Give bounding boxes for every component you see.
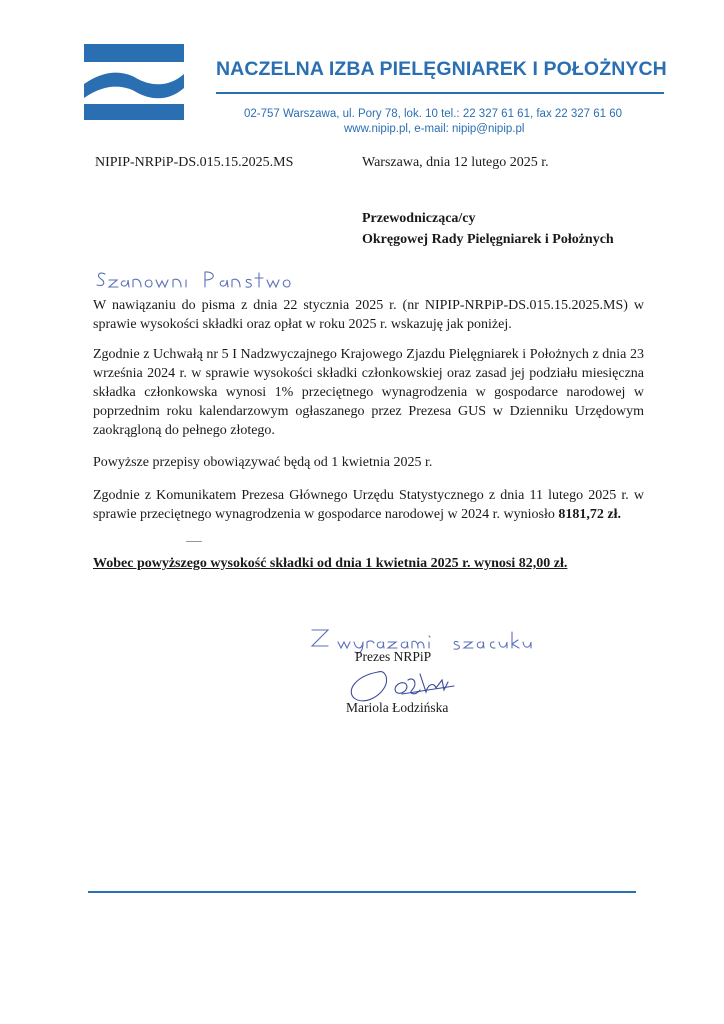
paragraph-2: Zgodnie z Uchwałą nr 5 I Nadzwyczajnego Krajowego Zjazdu Pielęgniarek i Położnych z dnia 23 września 2024 r. w sprawie wysokości składki członkowskiej oraz zasad jej podziału miesięczna składka członkowska wynosi 1% przeciętnego wynagrodzenia w gospodarce narodowej w poprzednim roku kalendarzowym ogłaszanego przez Prezesa GUS w Dzienniku Urzędowym zaokrągloną do pełnego złotego. <box>93 347 644 438</box>
signatory-name: Mariola Łodzińska <box>346 700 449 715</box>
recipient-line-1: Przewodnicząca/cy <box>362 211 476 226</box>
paragraph-4 <box>93 486 644 524</box>
pen-mark <box>186 541 202 542</box>
paragraph-3: Powyższe przepisy obowiązywać będą od 1 kwietnia 2025 r. <box>93 455 433 470</box>
letter-date: Warszawa, dnia 12 lutego 2025 r. <box>362 155 549 170</box>
recipient-line-2: Okręgowej Rady Pielęgniarek i Położnych <box>362 232 614 247</box>
paragraph-1: W nawiązaniu do pisma z dnia 22 stycznia 2025 r. (nr NIPIP-NRPiP-DS.015.15.2025.MS) w sprawie wysokości składki oraz opłat w roku 2025 r. wskazuję jak poniżej. <box>93 298 644 332</box>
fee-summary: Wobec powyższego wysokość składki od dnia 1 kwietnia 2025 r. wynosi 82,00 zł. <box>93 556 568 571</box>
footer-divider <box>88 891 636 893</box>
header-divider <box>216 92 664 94</box>
reference-number: NIPIP-NRPiP-DS.015.15.2025.MS <box>95 155 294 170</box>
average-salary-amount: 8181,72 zł. <box>558 507 621 522</box>
paragraph-4-text: Zgodnie z Komunikatem Prezesa Głównego Urzędu Statystycznego z dnia 11 lutego 2025 r. w sprawie przeciętnego wynagrodzenia w gospodarce narodowej w 2024 r. wyniosło <box>93 488 644 522</box>
contact-web-email: www.nipip.pl, e-mail: nipip@nipip.pl <box>344 123 525 135</box>
signatory-title: Prezes NRPiP <box>355 649 432 664</box>
organization-logo <box>84 44 184 120</box>
recipient <box>362 208 614 250</box>
organization-name: NACZELNA IZBA PIELĘGNIAREK I POŁOŻNYCH <box>216 58 667 80</box>
handwritten-salutation <box>95 268 313 290</box>
contact-address: 02-757 Warszawa, ul. Pory 78, lok. 10 tel.: 22 327 61 61, fax 22 327 61 60 <box>244 108 623 120</box>
